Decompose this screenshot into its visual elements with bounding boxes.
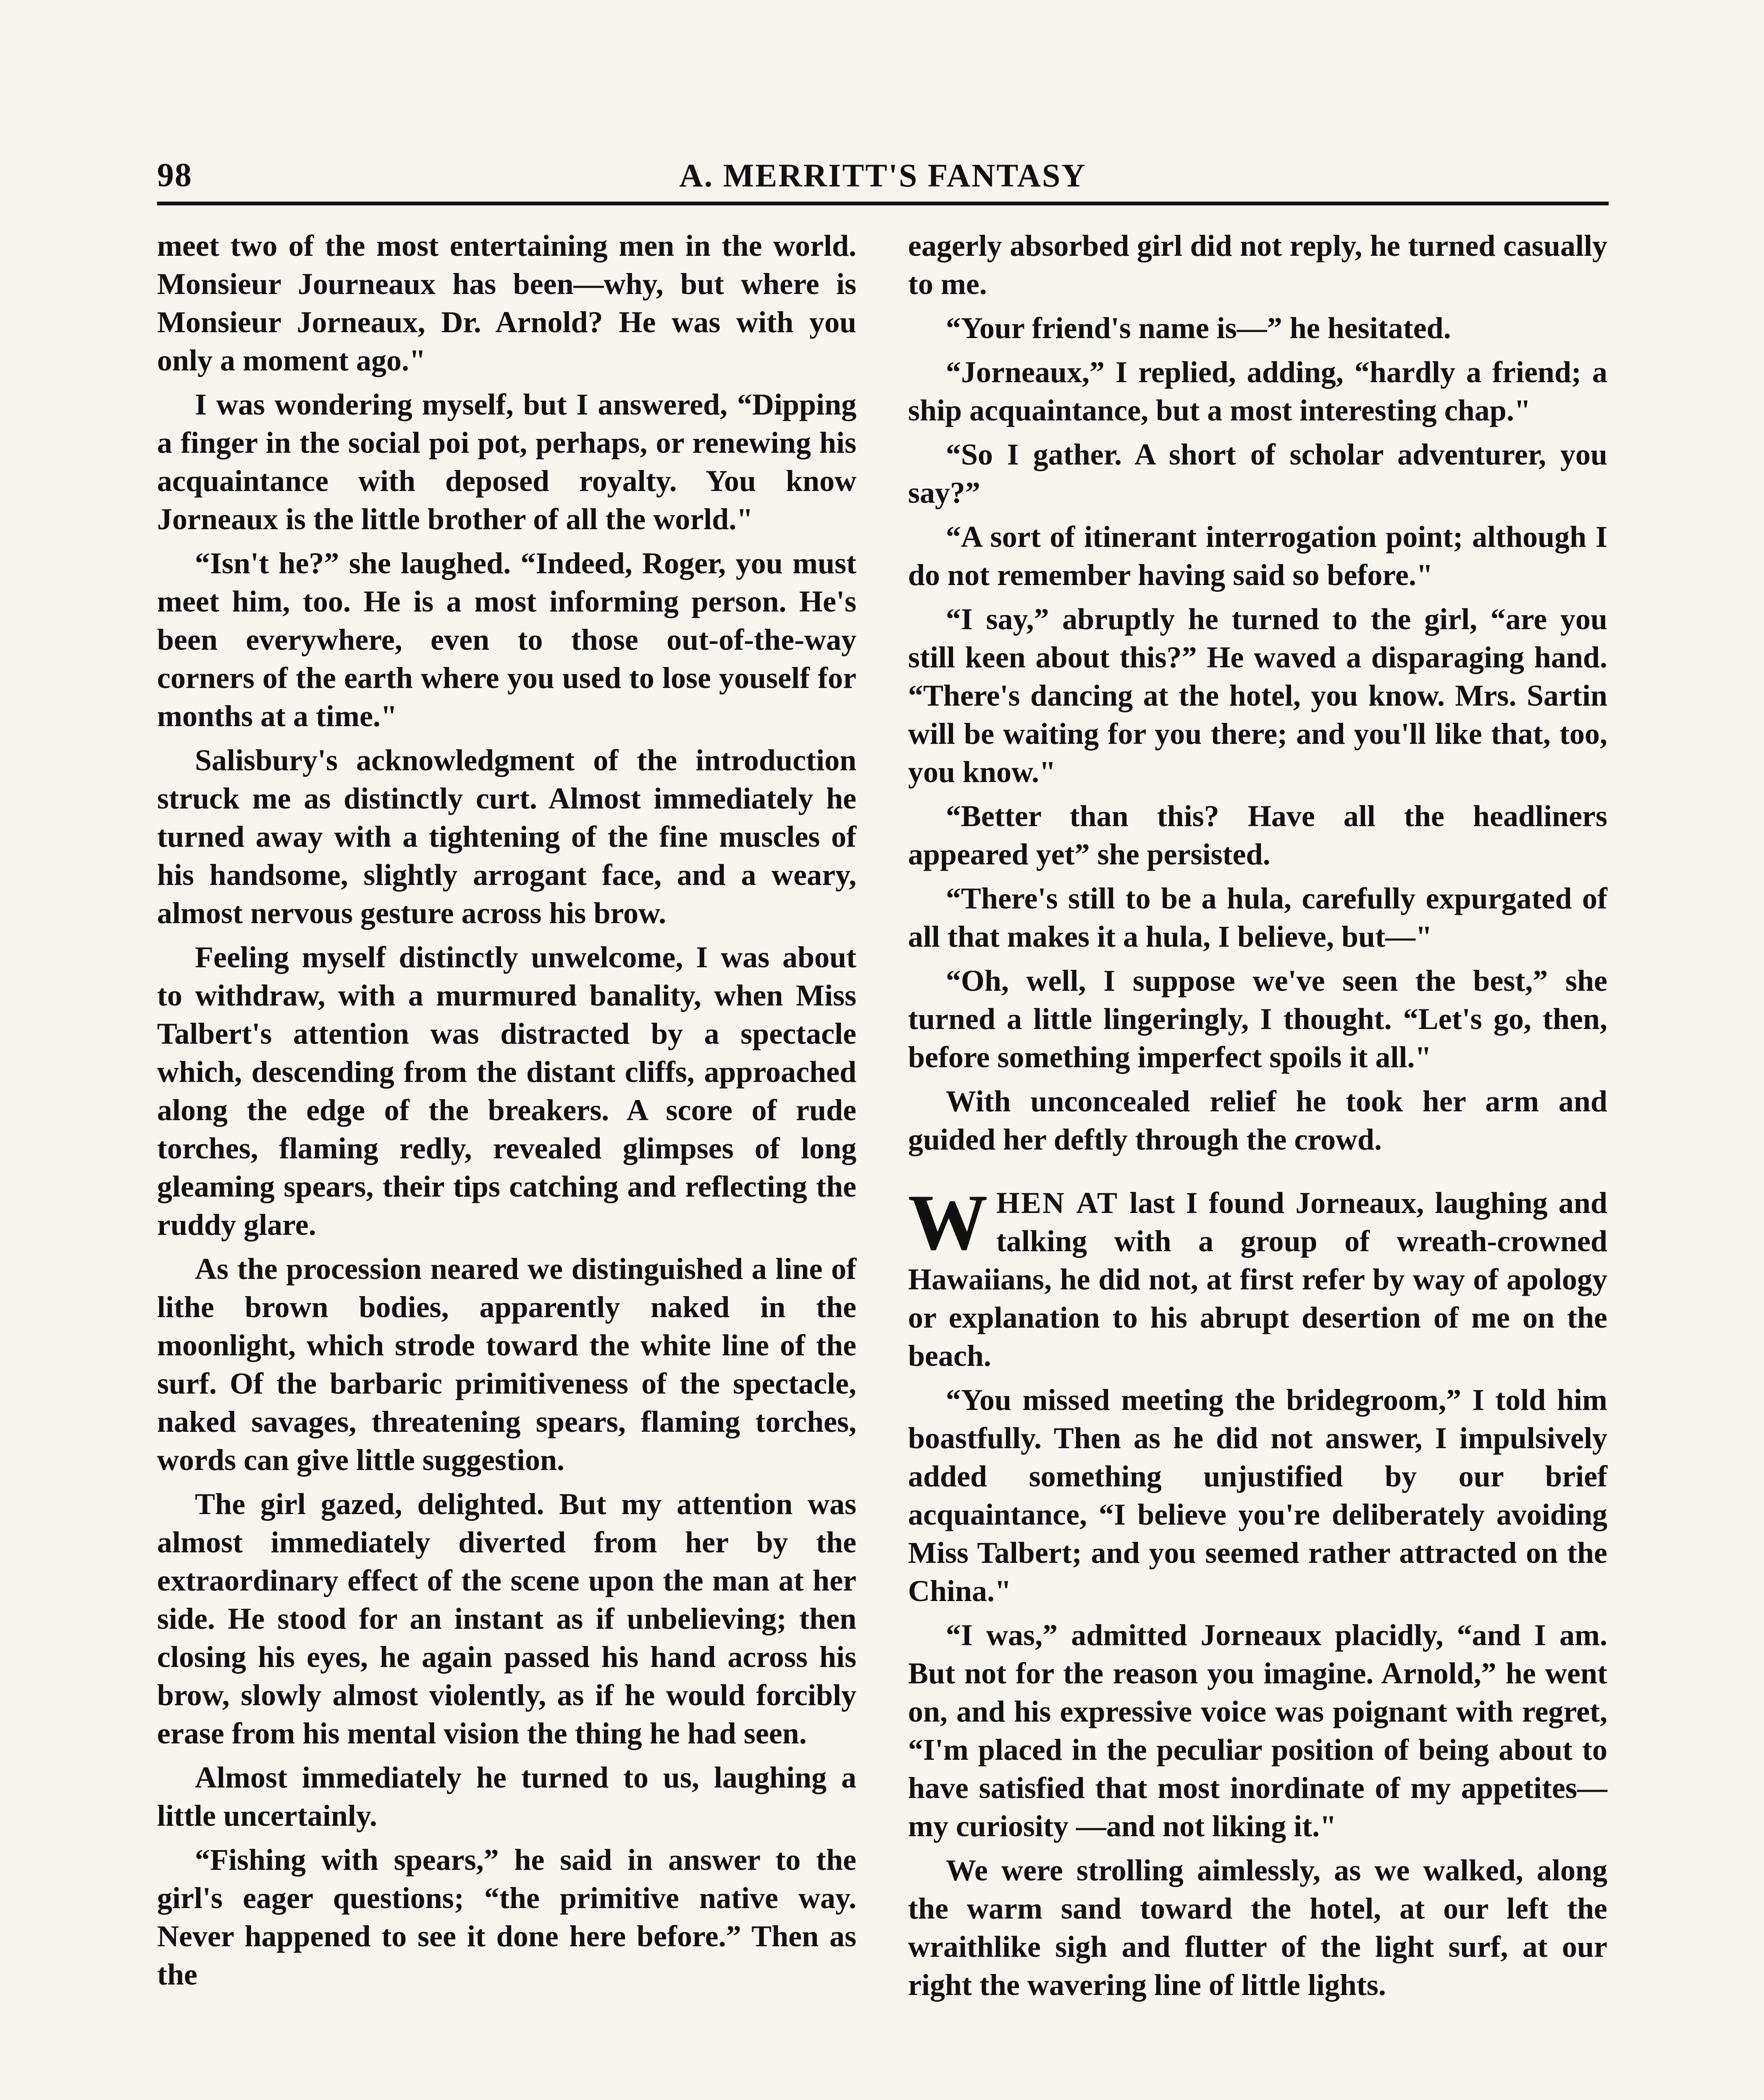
paragraph: “Better than this? Have all the headliners appeared yet” she persisted. <box>908 799 1607 871</box>
paragraph: The girl gazed, delighted. But my attention was almost immediately diverted from her by the extraordinary effect of the scene upon the man at her side. He stood for an instant as if unbelieving; then closing his eyes, he again passed his hand across his brow, slowly almost violently, as if he would forcibly erase from his mental vision the thing he had seen. <box>157 1487 856 1750</box>
paragraph: As the procession neared we distinguished a line of lithe brown bodies, apparently naked in the moonlight, which strode toward the white line of the surf. Of the barbaric primitiveness of the spectacle, naked savages, threatening spears, flaming torches, words can give little suggestion. <box>157 1252 856 1477</box>
paragraph: “Isn't he?” she laughed. “Indeed, Roger, you must meet him, too. He is a most informing person. He's been everywhere, even to those out-of-the-way corners of the earth where you used to lose youself for months at a time." <box>157 546 856 733</box>
running-title: A. MERRITT'S FANTASY <box>679 157 1087 194</box>
paragraph: “Your friend's name is—” he hesitated. <box>946 311 1451 345</box>
paragraph: Almost immediately he turned to us, laughing a little uncertainly. <box>157 1761 856 1832</box>
paragraph: “Jorneaux,” I replied, adding, “hardly a friend; a ship acquaintance, but a most interesting chap." <box>908 355 1607 427</box>
paragraph: “You missed meeting the bridegroom,” I told him boastfully. Then as he did not answer, I impulsively added something unjustified by our brief acquaintance, “I believe you're deliberately avoiding Miss Talbert; and you seemed rather attracted on the China." <box>908 1383 1607 1608</box>
paragraph: With unconcealed relief he took her arm and guided her deftly through the crowd. <box>908 1084 1607 1156</box>
left-column <box>157 227 856 2000</box>
paragraph: I was wondering myself, but I answered, “Dipping a finger in the social poi pot, perhaps, or renewing his acquaintance with deposed royalty. You know Jorneaux is the little brother of all the world." <box>157 388 856 536</box>
page-number: 98 <box>157 157 192 194</box>
header-rule <box>157 202 1609 205</box>
paragraph: Salisbury's acknowledgment of the introduction struck me as distinctly curt. Almost immediately he turned away with a tightening of the fine muscles of his handsome, slightly arrogant face, and a weary, almost nervous gesture across his brow. <box>157 743 856 930</box>
section-text: last I found Jorneaux, laughing and talking with a group of wreath-crowned Hawaiians, he did not, at first refer by way of apology or explanation to his abrupt desertion of me on the beach. <box>908 1186 1607 1373</box>
paragraph: “Oh, well, I suppose we've seen the best,” she turned a little lingeringly, I thought. “Let's go, then, before something imperfect spoils it all." <box>908 964 1607 1074</box>
paragraph: We were strolling aimlessly, as we walked, along the warm sand toward the hotel, at our left the wraithlike sigh and flutter of the light surf, at our right the wavering line of little lights. <box>908 1853 1607 2002</box>
paragraph: “Fishing with spears,” he said in answer to the girl's eager questions; “the primitive native way. Never happened to see it done here before.” Then as the <box>157 1843 856 1991</box>
paragraph: meet two of the most entertaining men in the world. Monsieur Journeaux has been—why, but where is Monsieur Jorneaux, Dr. Arnold? He was with you only a moment ago." <box>157 229 856 377</box>
paragraph: eagerly absorbed girl did not reply, he turned casually to me. <box>908 229 1607 301</box>
right-column <box>908 227 1607 2010</box>
drop-cap: W <box>908 1179 988 1267</box>
paragraph: “So I gather. A short of scholar adventurer, you say?” <box>908 438 1607 509</box>
paragraph: “I say,” abruptly he turned to the girl, “are you still keen about this?” He waved a disparaging hand. “There's dancing at the hotel, you know. Mrs. Sartin will be waiting for you there; and you'll like that, too, you know." <box>908 602 1607 789</box>
paragraph: “There's still to be a hula, carefully expurgated of all that makes it a hula, I believe, but—" <box>908 882 1607 953</box>
section-opening-paragraph <box>908 1179 1607 1375</box>
paragraph: “A sort of itinerant interrogation point; although I do not remember having said so before." <box>908 520 1607 592</box>
opening-caps: HEN AT <box>996 1186 1118 1220</box>
page-header <box>157 153 1609 200</box>
paragraph: Feeling myself distinctly unwelcome, I was about to withdraw, with a murmured banality, when Miss Talbert's attention was distracted by a spectacle which, descending from the distant cliffs, approached along the edge of the breakers. A score of rude torches, flaming redly, revealed glimpses of long gleaming spears, their tips catching and reflecting the ruddy glare. <box>157 940 856 1242</box>
paragraph: “I was,” admitted Jorneaux placidly, “and I am. But not for the reason you imagine. Arnold,” he went on, and his expressive voice was poignant with regret, “I'm placed in the peculiar position of being about to have satisfied that most inordinate of my appetites— my curiosity —and not liking it." <box>908 1618 1607 1843</box>
